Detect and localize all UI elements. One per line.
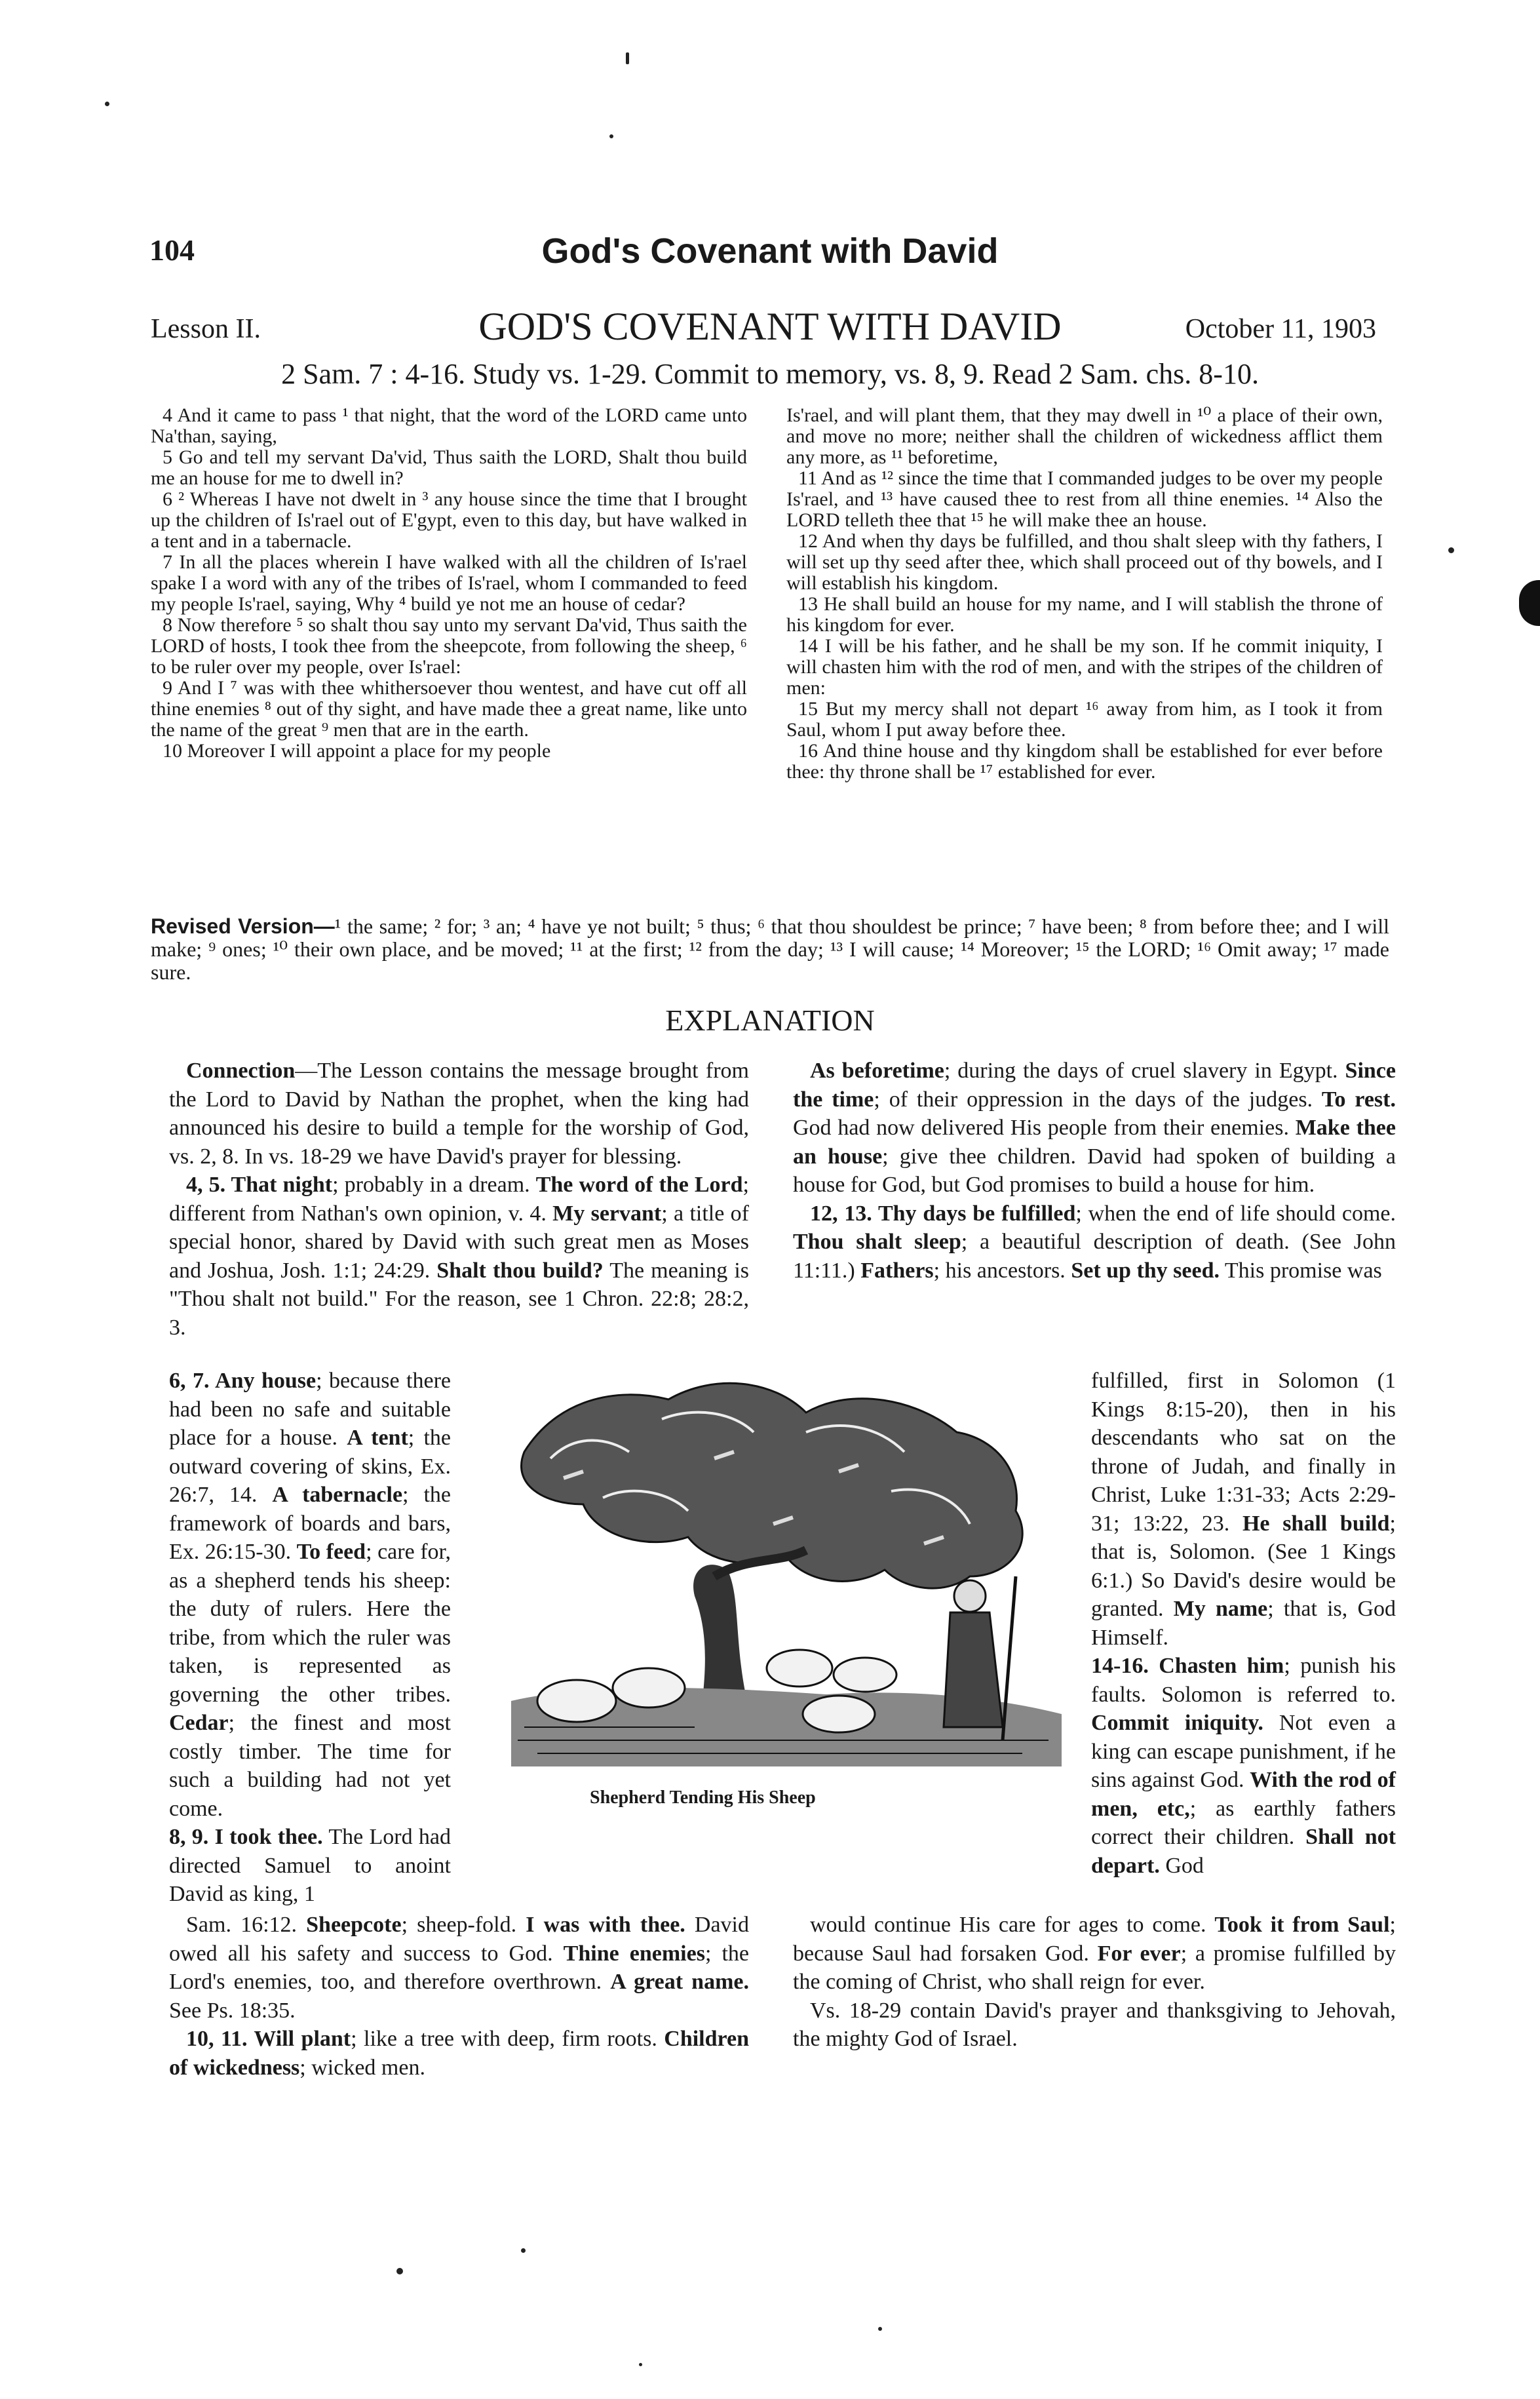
- explanation-right-bottom: [793, 1911, 1396, 2054]
- keyword: With the rod of men, etc,: [1091, 1768, 1396, 1821]
- keyword: To feed: [296, 1540, 366, 1564]
- keyword: A tabernacle: [272, 1483, 403, 1507]
- keyword: Children of wickedness: [169, 2027, 750, 2080]
- scripture-verse: 11 And as ¹² since the time that I commanded judges to be over my people Is'rael, and ¹³ have caused thee to rest from all thine enemies. ¹⁴ Also the LORD telleth thee that ¹⁵ he will make thee an house.: [786, 467, 1383, 531]
- explanation-paragraph: 10, 11. Will plant; like a tree with deep, firm roots. Children of wickedness; wicked men.: [169, 2027, 750, 2080]
- revised-version-note: [151, 915, 1389, 984]
- keyword: Thou shalt sleep: [793, 1230, 961, 1254]
- explanation-right-top: [793, 1057, 1396, 1285]
- explanation-paragraph: Sam. 16:12. Sheepcote; sheep-fold. I was with thee. David owed all his safety and success to God. Thine enemies; the Lord's enemies, too, and therefore overthrown. A great name. See Ps. 18:35.: [169, 1913, 750, 2023]
- scripture-verse: 6 ² Whereas I have not dwelt in ³ any house since the time that I brought up the children of Is'rael out of E'gypt, even to this day, but have walked in a tent and in a tabernacle.: [151, 488, 747, 552]
- keyword: To rest.: [1321, 1087, 1396, 1112]
- lesson-date: October 11, 1903: [1185, 314, 1376, 344]
- explanation-left-bottom: [169, 1911, 749, 2082]
- scripture-right-column: [786, 405, 1383, 783]
- explanation-paragraph: 4, 5. That night; probably in a dream. The word of the Lord; different from Nathan's own opinion, v. 4. My servant; a title of special honor, shared by David with such great men as Moses and Joshua, Josh. 1:1; 24:29. Shalt thou build? The meaning is "Thou shalt not build." For the reason, see 1 Chron. 22:8; 28:2, 3.: [169, 1173, 750, 1340]
- explanation-paragraph: As beforetime; during the days of cruel slavery in Egypt. Since the time; of their oppression in the days of the judges. To rest. God had now delivered His people from their enemies. Make thee an house; give thee children. David had spoken of building a house for God, but God promises to build a house for him.: [793, 1059, 1396, 1197]
- explanation-left-narrow: [169, 1367, 451, 1909]
- explanation-paragraph: fulfilled, first in Solomon (1 Kings 8:15-20), then in his descendants who sat on the throne of Judah, and finally in Christ, Luke 1:31-33; Acts 2:29-31; 13:22, 23. He shall build; that is, Solomon. (See 1 Kings 6:1.) So David's desire would be granted. My name; that is, God Himself.: [1091, 1369, 1396, 1650]
- keyword: My name: [1173, 1597, 1268, 1621]
- scripture-verse: 12 And when thy days be fulfilled, and thou shalt sleep with thy fathers, I will set up thy seed after thee, which shall proceed out of thy bowels, and I will establish his kingdom.: [786, 530, 1383, 594]
- page-number: 104: [149, 233, 195, 267]
- explanation-right-narrow: [1091, 1367, 1396, 1880]
- keyword: A tent: [347, 1426, 408, 1450]
- explanation-left-top: [169, 1057, 749, 1342]
- keyword: Fathers: [860, 1258, 934, 1283]
- keyword: Shalt thou build?: [436, 1258, 604, 1283]
- keyword: Took it from Saul: [1214, 1913, 1390, 1937]
- scripture-verse: Is'rael, and will plant them, that they may dwell in ¹⁰ a place of their own, and move no more; neither shall the children of wickedness afflict them any more, as ¹¹ beforetime,: [786, 404, 1383, 468]
- keyword: 10, 11. Will plant: [186, 2027, 351, 2051]
- scripture-verse: 5 Go and tell my servant Da'vid, Thus saith the LORD, Shalt thou build me an house for me to dwell in?: [151, 446, 747, 489]
- keyword: Sheepcote: [306, 1913, 402, 1937]
- explanation-heading: EXPLANATION: [665, 1004, 875, 1037]
- scripture-verse: 9 And I ⁷ was with thee whithersoever thou wentest, and have cut off all thine enemies ⁸ out of thy sight, and have made thee a great name, like unto the name of the great ⁹ men that are in the earth.: [151, 677, 747, 741]
- keyword: For ever: [1097, 1941, 1181, 1966]
- explanation-paragraph: 12, 13. Thy days be fulfilled; when the end of life should come. Thou shalt sleep; a beautiful description of death. (See John 11:11.) Fathers; his ancestors. Set up thy seed. This promise was: [793, 1201, 1396, 1283]
- lesson-label: Lesson II.: [151, 314, 261, 344]
- keyword: 6, 7. Any house: [169, 1369, 317, 1393]
- keyword: Connection: [186, 1059, 296, 1083]
- keyword: I was with thee.: [526, 1913, 685, 1937]
- scripture-verse: 15 But my mercy shall not depart ¹⁶ away from him, as I took it from Saul, whom I put away before thee.: [786, 698, 1383, 741]
- lesson-reference: 2 Sam. 7 : 4-16. Study vs. 1-29. Commit to memory, vs. 8, 9. Read 2 Sam. chs. 8-10.: [281, 358, 1259, 390]
- explanation-paragraph: Vs. 18-29 contain David's prayer and thanksgiving to Jehovah, the mighty God of Israel.: [793, 1998, 1396, 2051]
- keyword: As beforetime: [810, 1059, 944, 1083]
- keyword: Shall not depart.: [1091, 1825, 1396, 1878]
- explanation-paragraph: 6, 7. Any house; because there had been no safe and suitable place for a house. A tent; the outward covering of skins, Ex. 26:7, 14. A tabernacle; the framework of boards and bars, Ex. 26:15-30. To feed; care for, as a shepherd tends his sheep: the duty of rulers. Here the tribe, from which the ruler was taken, is represented as governing the other tribes. Cedar; the finest and most costly timber. The time for such a building had not yet come.: [169, 1369, 451, 1821]
- revised-version-label: Revised Version—: [151, 914, 335, 938]
- scripture-verse: 8 Now therefore ⁵ so shalt thou say unto my servant Da'vid, Thus saith the LORD of hosts, I took thee from the sheepcote, from following the sheep, ⁶ to be ruler over my people, over Is'rael:: [151, 614, 747, 678]
- scripture-verse: 13 He shall build an house for my name, and I will stablish the throne of his kingdom for ever.: [786, 593, 1383, 636]
- scripture-verse: 7 In all the places wherein I have walked with all the children of Is'rael spake I a word with any of the tribes of Is'rael, whom I commanded to feed my people Is'rael, saying, Why ⁴ build ye not me an house of cedar?: [151, 551, 747, 615]
- keyword: Cedar: [169, 1711, 229, 1735]
- scripture-verse: 14 I will be his father, and he shall be my son. If he commit iniquity, I will chasten him with the rod of men, and with the stripes of the children of men:: [786, 635, 1383, 699]
- lesson-title: GOD'S COVENANT WITH DAVID: [478, 305, 1062, 348]
- scripture-verse: 4 And it came to pass ¹ that night, that the word of the LORD came unto Na'than, saying,: [151, 404, 747, 447]
- keyword: My servant: [552, 1201, 662, 1226]
- keyword: 14-16. Chasten him: [1091, 1654, 1284, 1678]
- keyword: Commit iniquity.: [1091, 1711, 1263, 1735]
- scripture-left-column: [151, 405, 747, 762]
- keyword: Set up thy seed.: [1071, 1258, 1220, 1283]
- keyword: 8, 9. I took thee.: [169, 1825, 323, 1849]
- scripture-verse: 10 Moreover I will appoint a place for my people: [163, 740, 551, 762]
- scripture-verse: 16 And thine house and thy kingdom shall be established for ever before thee: thy throne shall be ¹⁷ established for ever.: [786, 740, 1383, 783]
- keyword: Thine enemies: [563, 1941, 705, 1966]
- keyword: A great name.: [610, 1970, 749, 1994]
- keyword: The word of the Lord: [535, 1173, 743, 1197]
- keyword: He shall build: [1242, 1511, 1390, 1536]
- running-title: God's Covenant with David: [541, 231, 999, 271]
- keyword: Since the time: [793, 1059, 1396, 1112]
- keyword: 4, 5. That night: [186, 1173, 333, 1197]
- keyword: 12, 13. Thy days be fulfilled: [810, 1201, 1076, 1226]
- keyword: Make thee an house: [793, 1116, 1396, 1169]
- explanation-paragraph: Connection—The Lesson contains the message brought from the Lord to David by Nathan the prophet, when the king had announced his desire to build a temple for the worship of God, vs. 2, 8. In vs. 18-29 we have David's prayer for blessing.: [169, 1059, 749, 1169]
- explanation-paragraph: 8, 9. I took thee. The Lord had directed Samuel to anoint David as king, 1: [169, 1825, 451, 1906]
- scan-edge-mark: [1519, 580, 1540, 626]
- explanation-paragraph: would continue His care for ages to come. Took it from Saul; because Saul had forsaken God. For ever; a promise fulfilled by the coming of Christ, who shall reign for ever.: [793, 1913, 1396, 1994]
- illustration-caption: Shepherd Tending His Sheep: [590, 1787, 816, 1808]
- revised-version-text: ¹ the same; ² for; ³ an; ⁴ have ye not built; ⁵ thus; ⁶ that thou shouldest be prince; ⁷ have been; ⁸ from before thee; and I will make; ⁹ ones; ¹⁰ their own place, and be moved; ¹¹ at the first; ¹² from the day; ¹³ I will cause; ¹⁴ Moreover; ¹⁵ the LORD; ¹⁶ Omit away; ¹⁷ made sure.: [151, 914, 1390, 984]
- explanation-paragraph: 14-16. Chasten him; punish his faults. Solomon is referred to. Commit iniquity. Not even a king can escape punishment, if he sins against God. With the rod of men, etc,; as earthly fathers correct their children. Shall not depart. God: [1091, 1654, 1396, 1878]
- shepherd-illustration: [498, 1360, 1068, 1766]
